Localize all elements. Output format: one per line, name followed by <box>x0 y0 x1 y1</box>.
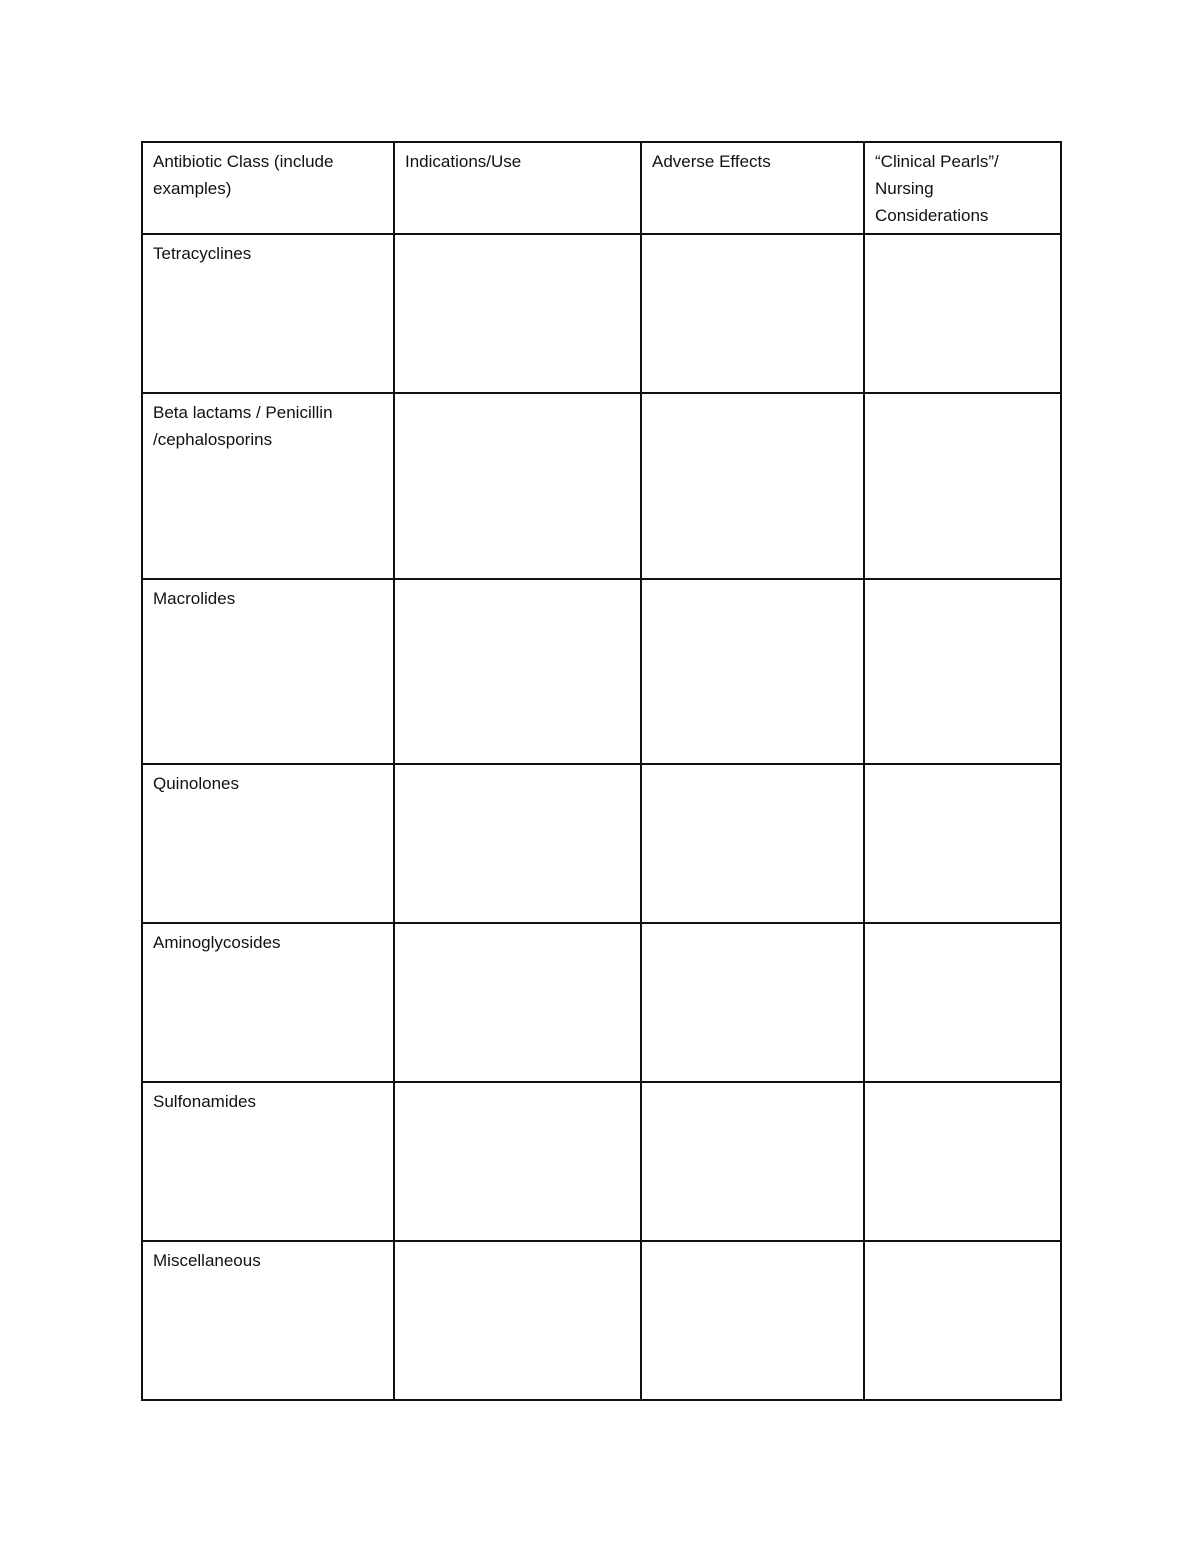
clinical-pearls-cell[interactable] <box>864 579 1061 764</box>
class-cell: Miscellaneous <box>142 1241 394 1400</box>
class-cell: Aminoglycosides <box>142 923 394 1082</box>
table-row <box>142 234 1061 393</box>
clinical-pearls-cell[interactable] <box>864 393 1061 579</box>
class-cell: Tetracyclines <box>142 234 394 393</box>
indications-cell[interactable] <box>394 1082 641 1241</box>
header-indications: Indications/Use <box>394 142 641 234</box>
table-row <box>142 764 1061 923</box>
header-antibiotic-class: Antibiotic Class (include examples) <box>142 142 394 234</box>
class-cell: Beta lactams / Penicillin /cephalosporins <box>142 393 394 579</box>
indications-cell[interactable] <box>394 393 641 579</box>
class-cell: Macrolides <box>142 579 394 764</box>
clinical-pearls-cell[interactable] <box>864 764 1061 923</box>
table-row <box>142 393 1061 579</box>
adverse-effects-cell[interactable] <box>641 764 864 923</box>
class-cell: Sulfonamides <box>142 1082 394 1241</box>
header-adverse-effects: Adverse Effects <box>641 142 864 234</box>
indications-cell[interactable] <box>394 234 641 393</box>
adverse-effects-cell[interactable] <box>641 923 864 1082</box>
antibiotic-table <box>141 141 1062 1401</box>
clinical-pearls-cell[interactable] <box>864 234 1061 393</box>
table-row <box>142 1082 1061 1241</box>
table-row <box>142 579 1061 764</box>
adverse-effects-cell[interactable] <box>641 1082 864 1241</box>
adverse-effects-cell[interactable] <box>641 579 864 764</box>
header-clinical-pearls: “Clinical Pearls”/ Nursing Considerations <box>864 142 1061 234</box>
clinical-pearls-cell[interactable] <box>864 923 1061 1082</box>
table-row <box>142 1241 1061 1400</box>
clinical-pearls-cell[interactable] <box>864 1241 1061 1400</box>
clinical-pearls-cell[interactable] <box>864 1082 1061 1241</box>
indications-cell[interactable] <box>394 764 641 923</box>
adverse-effects-cell[interactable] <box>641 1241 864 1400</box>
indications-cell[interactable] <box>394 1241 641 1400</box>
header-row <box>142 142 1061 234</box>
indications-cell[interactable] <box>394 923 641 1082</box>
class-cell: Quinolones <box>142 764 394 923</box>
adverse-effects-cell[interactable] <box>641 234 864 393</box>
table-row <box>142 923 1061 1082</box>
indications-cell[interactable] <box>394 579 641 764</box>
adverse-effects-cell[interactable] <box>641 393 864 579</box>
